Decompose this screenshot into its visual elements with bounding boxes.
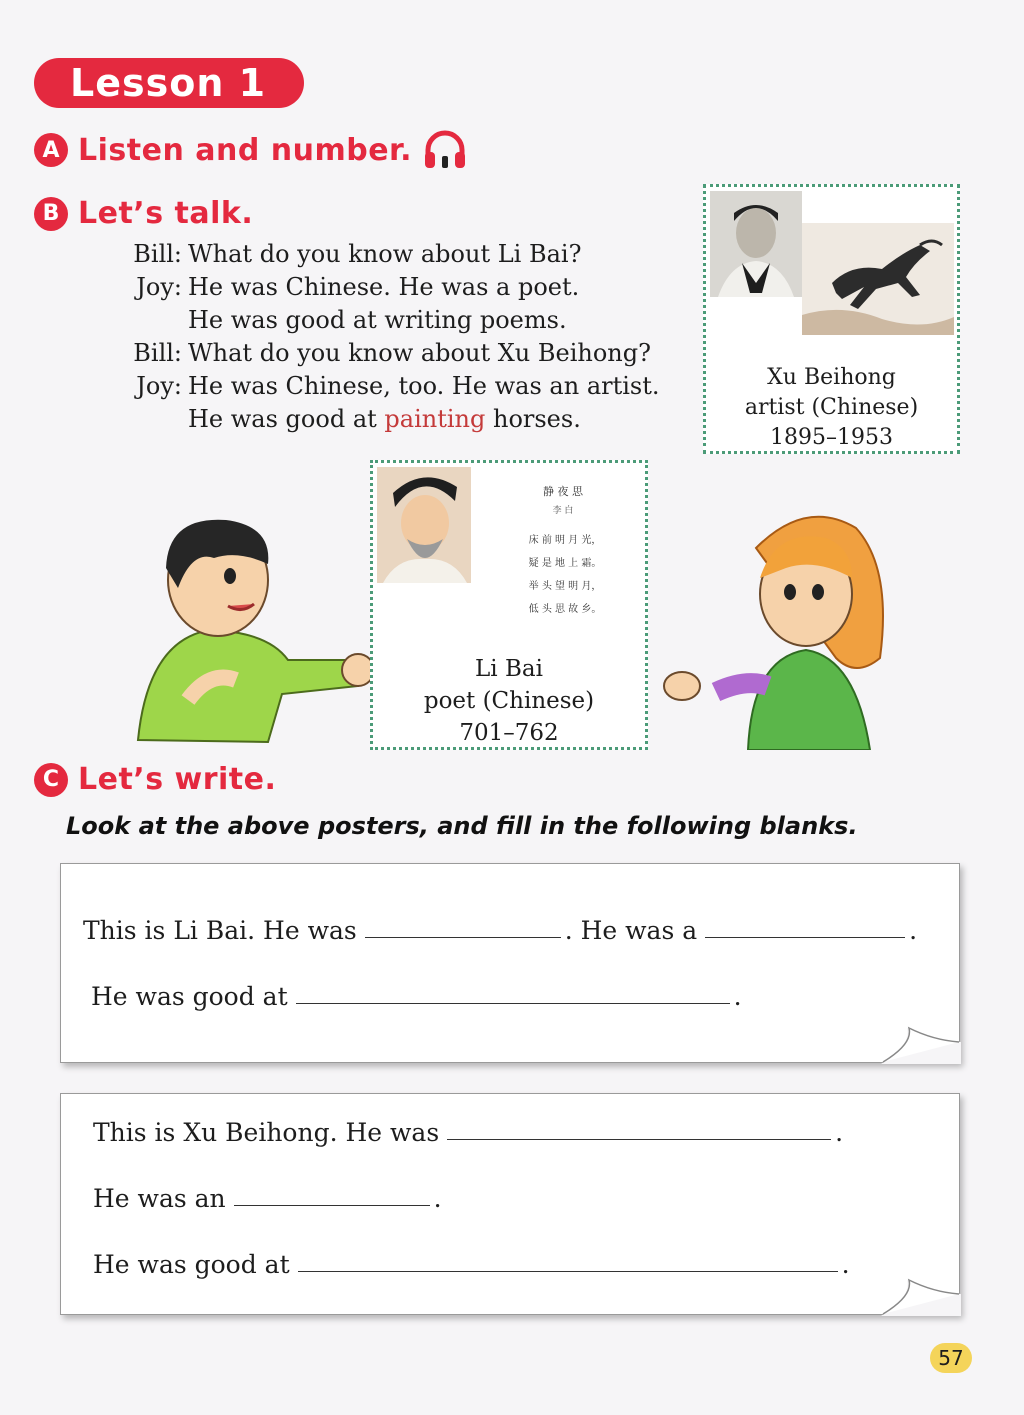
poster-xu-years: 1895–1953: [770, 425, 893, 450]
section-a-heading: [34, 130, 468, 170]
section-a-letter: A: [34, 133, 68, 167]
poster-li-role: poet (Chinese): [423, 688, 595, 714]
card2-line2: [93, 1184, 442, 1213]
dialog-line: [118, 304, 660, 337]
card1-text: This is Li Bai. He was: [83, 916, 357, 945]
speaker-joy: Joy:: [136, 372, 182, 400]
dialog-text: He was good at writing poems.: [188, 306, 567, 334]
poster-li-name: Li Bai: [475, 656, 543, 682]
blank-input[interactable]: [705, 936, 905, 938]
card1-text: .: [909, 916, 918, 945]
dialog-text: horses.: [485, 405, 581, 433]
dialog-text: What do you know about Xu Beihong?: [188, 339, 651, 367]
card2-text: .: [433, 1184, 442, 1213]
poster-li-bai: [370, 460, 648, 750]
li-bai-portrait: [377, 467, 471, 583]
dialog-text: He was Chinese, too. He was an artist.: [188, 372, 660, 400]
section-b-heading: [34, 196, 253, 231]
blank-input[interactable]: [234, 1204, 430, 1206]
speaker-joy: Joy:: [136, 273, 182, 301]
poem-body: [497, 529, 633, 621]
dialog-text: What do you know about Li Bai?: [188, 240, 582, 268]
poem-line: 疑 是 地 上 霜。: [528, 558, 602, 569]
poster-li-caption: [373, 653, 645, 749]
blank-input[interactable]: [447, 1138, 831, 1140]
horse-painting: [802, 223, 954, 335]
blank-input[interactable]: [298, 1270, 838, 1272]
section-c-heading: [34, 762, 276, 797]
dialog-line: [118, 403, 660, 436]
dialog-text: He was Chinese. He was a poet.: [188, 273, 580, 301]
speaker-empty: [118, 304, 188, 337]
card1-text: He was good at: [91, 982, 288, 1011]
highlighted-word: painting: [384, 405, 486, 433]
card2-text: .: [841, 1250, 850, 1279]
girl-illustration: [656, 508, 906, 750]
poem-line: 低 头 思 故 乡。: [528, 604, 602, 615]
poster-xu-beihong: [703, 184, 960, 454]
card2-text: .: [835, 1118, 844, 1147]
card1-line1: [83, 916, 917, 945]
dialog-line: [118, 271, 660, 304]
poster-xu-role: artist (Chinese): [744, 395, 919, 420]
poem-line: 举 头 望 明 月，: [528, 581, 602, 592]
section-c-letter: C: [34, 763, 68, 797]
card2-text: This is Xu Beihong. He was: [93, 1118, 440, 1147]
card2-line1: [93, 1118, 843, 1147]
section-c-title: Let’s write.: [78, 762, 277, 797]
card1-text: .: [733, 982, 742, 1011]
headphones-icon[interactable]: [422, 130, 468, 170]
lesson-badge: Lesson 1: [34, 58, 304, 108]
page-curl-icon: [881, 1026, 961, 1064]
section-b-title: Let’s talk.: [78, 196, 254, 231]
poster-li-years: 701–762: [459, 720, 559, 746]
card2-text: He was good at: [93, 1250, 290, 1279]
fill-in-card-xu-beihong: [60, 1093, 960, 1315]
boy-illustration: [118, 510, 376, 750]
speaker-bill: Bill:: [133, 339, 182, 367]
card2-line3: [93, 1250, 850, 1279]
page-curl-icon: [881, 1278, 961, 1316]
section-a-title: Listen and number.: [78, 132, 412, 168]
card2-text: He was an: [93, 1184, 226, 1213]
page-number: 57: [930, 1343, 972, 1373]
poster-xu-caption: [706, 363, 957, 453]
poem-line: 床 前 明 月 光，: [528, 535, 602, 546]
instruction: Look at the above posters, and fill in the following blanks.: [66, 812, 858, 840]
card1-line2: [91, 982, 742, 1011]
speaker-bill: Bill:: [133, 240, 182, 268]
blank-input[interactable]: [365, 936, 561, 938]
poem-title: 静 夜 思: [543, 485, 583, 498]
dialog-text: He was good at: [188, 405, 385, 433]
poster-xu-name: Xu Beihong: [767, 365, 896, 390]
fill-in-card-li-bai: [60, 863, 960, 1063]
dialog-line: [118, 337, 660, 370]
dialog-line: [118, 370, 660, 403]
dialog: [118, 238, 660, 436]
xu-beihong-portrait: [710, 191, 802, 297]
blank-input[interactable]: [296, 1002, 730, 1004]
poem-author: 李 白: [552, 506, 574, 516]
section-b-letter: B: [34, 197, 68, 231]
dialog-line: [118, 238, 660, 271]
card1-text: . He was a: [564, 916, 698, 945]
